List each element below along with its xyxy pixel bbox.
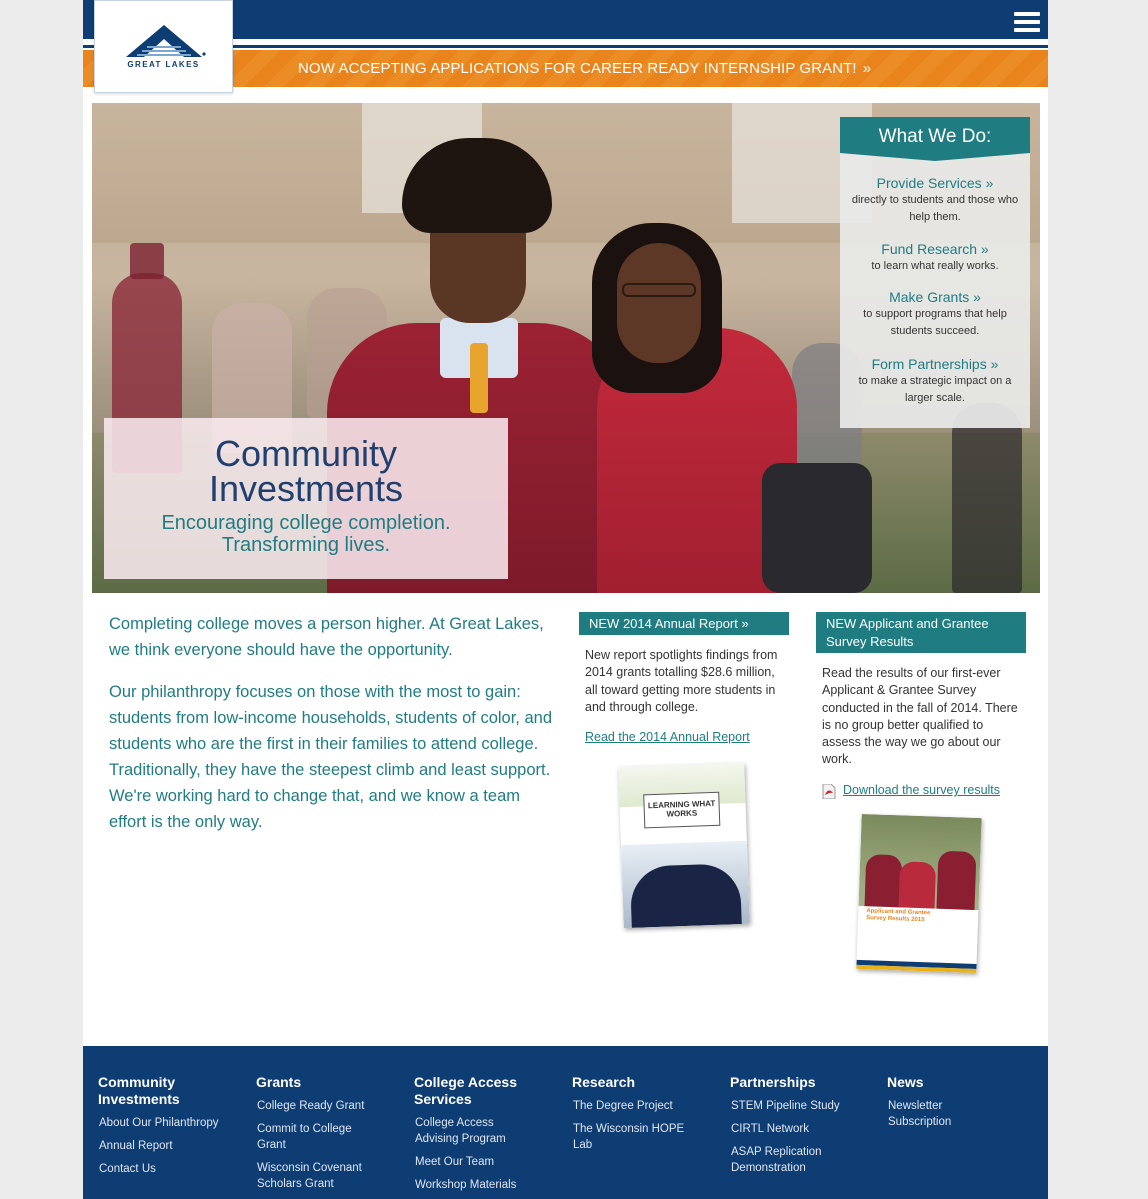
survey-results-heading[interactable]: NEW Applicant and Grantee Survey Results	[816, 612, 1026, 653]
page	[83, 0, 1048, 1199]
footer-link[interactable]: CIRTL Network	[731, 1123, 809, 1135]
handbag	[762, 463, 872, 593]
what-we-do-item	[848, 356, 1022, 407]
footer-heading[interactable]: Grants	[256, 1074, 302, 1090]
cover-graduate	[936, 851, 976, 910]
what-we-do-item	[848, 241, 1022, 275]
footer-column	[572, 1074, 697, 1160]
annual-report-cover[interactable]	[618, 763, 750, 928]
footer-link[interactable]: College Access Advising Program	[415, 1117, 506, 1145]
footer-heading[interactable]: Research	[572, 1074, 636, 1090]
what-we-do-heading: What We Do:	[840, 117, 1030, 153]
intro-text	[109, 611, 554, 851]
chevron-right-icon: »	[862, 60, 872, 77]
footer-link[interactable]: Workshop Materials	[415, 1179, 517, 1191]
banner-text: NOW ACCEPTING APPLICATIONS FOR CAREER READY INTERNSHIP GRANT!	[298, 60, 857, 77]
hero-title	[104, 433, 508, 509]
footer-link[interactable]: The Degree Project	[573, 1100, 673, 1112]
hero-title-line: Community	[214, 433, 398, 474]
what-we-do-desc: to learn what really works.	[871, 260, 999, 272]
footer-heading[interactable]: College Access Services	[414, 1074, 517, 1107]
cover-title: LEARNING WHAT WORKS	[643, 792, 720, 829]
footer-column	[98, 1074, 248, 1184]
pdf-file-icon	[822, 784, 836, 799]
cover-graduate	[865, 854, 903, 907]
footer-link[interactable]: The Wisconsin HOPE Lab	[573, 1123, 685, 1151]
footer-column	[730, 1074, 855, 1183]
what-we-do-desc: to support programs that help students succeed.	[863, 308, 1007, 337]
provide-services-link[interactable]: Provide Services »	[876, 175, 994, 191]
what-we-do-panel	[840, 117, 1030, 428]
form-partnerships-link[interactable]: Form Partnerships »	[871, 356, 999, 372]
survey-results-text: Read the results of our first-ever Applicant & Grantee Survey conducted in the fall of 2014. There is no group better qualified to assess the way we go about our work.	[822, 666, 1018, 767]
graduate-tie	[470, 343, 488, 413]
banner-link[interactable]	[298, 60, 871, 77]
survey-report-cover[interactable]	[856, 814, 981, 973]
read-annual-report-link[interactable]: Read the 2014 Annual Report	[585, 730, 750, 744]
footer-link[interactable]: About Our Philanthropy	[99, 1117, 219, 1129]
site-footer	[83, 1046, 1048, 1199]
cover-title: Applicant and Grantee Survey Results 2015	[866, 908, 931, 924]
hero-banner	[92, 103, 1040, 593]
footer-link[interactable]: STEM Pipeline Study	[731, 1100, 840, 1112]
intro-paragraph: Our philanthropy focuses on those with the most to gain: students from low-income households, students of color, and students who are the first in their families to attend college. Traditionally, they have the steepest climb and least support. We're working hard to change that, and we know a team effort is the only way.	[109, 683, 552, 831]
what-we-do-desc: to make a strategic impact on a larger scale.	[858, 375, 1012, 404]
annual-report-text: New report spotlights findings from 2014 grants totalling $28.6 million, all toward getting more students in and through college.	[585, 648, 778, 714]
footer-link[interactable]: Contact Us	[99, 1163, 156, 1175]
annual-report-heading[interactable]: NEW 2014 Annual Report »	[579, 612, 789, 635]
background-person	[952, 403, 1022, 593]
cover-graduates	[630, 863, 742, 928]
logo-text: GREAT LAKES	[127, 60, 200, 69]
footer-link[interactable]: Meet Our Team	[415, 1156, 495, 1168]
footer-column	[414, 1074, 539, 1199]
hero-subtitle-line: Transforming lives.	[221, 534, 391, 556]
what-we-do-desc: directly to students and those who help them.	[851, 194, 1019, 223]
footer-link[interactable]: Wisconsin Covenant Scholars Grant	[257, 1162, 362, 1190]
logo[interactable]	[94, 0, 233, 93]
fund-research-link[interactable]: Fund Research »	[881, 241, 989, 257]
woman-face	[617, 243, 701, 363]
footer-column	[256, 1074, 381, 1199]
what-we-do-item	[848, 289, 1022, 340]
eyeglasses-icon	[622, 283, 696, 297]
what-we-do-item	[848, 175, 1022, 226]
footer-heading[interactable]: News	[887, 1074, 924, 1090]
make-grants-link[interactable]: Make Grants »	[889, 289, 981, 305]
footer-link[interactable]: ASAP Replication Demonstration	[731, 1146, 822, 1174]
footer-link[interactable]: Commit to College Grant	[257, 1123, 352, 1151]
footer-link[interactable]: Newsletter Subscription	[888, 1100, 952, 1128]
heading-ribbon-tail	[840, 153, 1030, 161]
hero-title-line: Investments	[208, 468, 404, 509]
hero-subtitle	[104, 512, 508, 556]
intro-paragraph: Completing college moves a person higher. At Great Lakes, we think everyone should have the opportunity.	[109, 615, 544, 659]
footer-heading[interactable]: Community Investments	[98, 1074, 180, 1107]
graduation-cap-icon	[130, 243, 164, 279]
great-lakes-mountain-icon	[118, 21, 210, 61]
footer-link[interactable]: Annual Report	[99, 1140, 173, 1152]
hamburger-menu-icon[interactable]	[1014, 12, 1040, 34]
hero-subtitle-line: Encouraging college completion.	[161, 512, 451, 534]
download-survey-results-link[interactable]: Download the survey results	[843, 783, 1001, 797]
hero-caption	[104, 418, 508, 579]
footer-link[interactable]: College Ready Grant	[257, 1100, 365, 1112]
footer-heading[interactable]: Partnerships	[730, 1074, 816, 1090]
cover-person	[899, 861, 937, 908]
footer-column	[887, 1074, 997, 1137]
